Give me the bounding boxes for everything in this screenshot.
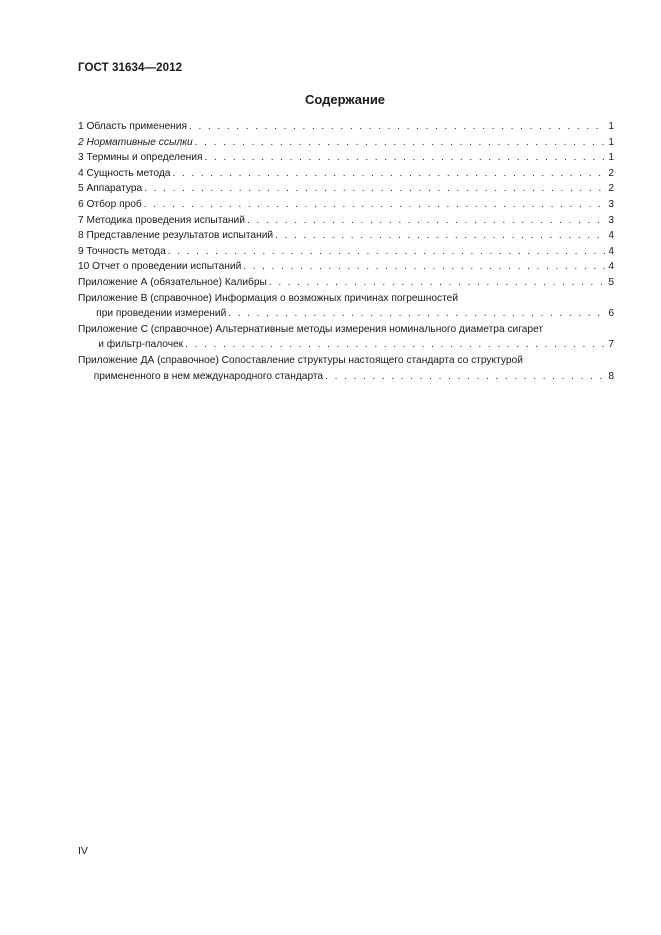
toc-leader-dots	[189, 119, 606, 135]
toc-entry-page: 3	[608, 198, 614, 210]
toc-entry-page: 4	[608, 261, 614, 273]
toc-leader-dots	[172, 166, 606, 182]
toc-entry-page: 6	[608, 308, 614, 320]
toc-leader-dots	[185, 337, 606, 353]
toc-leader-dots	[195, 135, 606, 151]
toc-leader-dots	[144, 181, 606, 197]
toc-entry-appendix-c[interactable]	[78, 322, 614, 353]
toc-entry-label-continuation: примененного в нем международного стандарта	[93, 370, 324, 382]
toc-entry-label: 10 Отчет о проведении испытаний	[78, 261, 242, 273]
toc-entry-page: 2	[608, 167, 614, 179]
toc-entry[interactable]	[78, 135, 614, 151]
toc-leader-dots	[275, 228, 606, 244]
toc-entry-page: 5	[608, 276, 614, 288]
toc-entry-label: 8 Представление результатов испытаний	[78, 230, 274, 242]
toc-entry[interactable]	[78, 197, 614, 213]
toc-entry-page: 2	[608, 183, 614, 195]
toc-entry-page: 8	[608, 370, 614, 382]
toc-entry-page: 1	[608, 152, 614, 164]
toc-entry[interactable]	[78, 166, 614, 182]
toc-leader-dots	[247, 213, 606, 229]
toc-entry-label: Приложение ДА (справочное) Сопоставление структуры настоящего стандарта со структурой	[78, 354, 523, 366]
toc-leader-dots	[269, 275, 606, 291]
toc-entry-label: 3 Термины и определения	[78, 152, 203, 164]
toc-entry-label: Приложение В (справочное) Информация о возможных причинах погрешностей	[78, 292, 459, 304]
toc-entry[interactable]	[78, 259, 614, 275]
toc-entry-page: 7	[608, 339, 614, 351]
toc-leader-dots	[228, 306, 606, 322]
toc-leader-dots	[168, 244, 606, 260]
toc-entry[interactable]	[78, 228, 614, 244]
toc-entry-label: Приложение А (обязательное) Калибры	[78, 276, 267, 288]
toc-entry[interactable]	[78, 150, 614, 166]
toc-entry-label: 1 Область применения	[78, 121, 187, 132]
toc-entry[interactable]	[78, 275, 614, 291]
toc-entry-label: Приложение С (справочное) Альтернативные методы измерения номинального диаметра сигарет	[78, 323, 544, 335]
toc-entry-label: 6 Отбор проб	[78, 198, 142, 210]
toc-entry-label-continuation: и фильтр-палочек	[98, 339, 184, 351]
toc-entry-appendix-da[interactable]	[78, 353, 614, 384]
toc-entry-label: 5 Аппаратура	[78, 183, 143, 195]
toc-entry-page: 4	[608, 245, 614, 257]
toc-entry-page: 4	[608, 230, 614, 242]
document-id: ГОСТ 31634—2012	[78, 62, 183, 74]
toc-entry[interactable]	[78, 213, 614, 229]
toc-entry[interactable]	[78, 244, 614, 260]
toc-entry-page: 3	[608, 214, 614, 226]
toc-entry-page: 1	[608, 136, 614, 148]
toc-entry[interactable]	[78, 181, 614, 197]
table-of-contents	[78, 119, 614, 384]
toc-entry-page: 1	[608, 121, 614, 132]
toc-entry-appendix-b[interactable]	[78, 291, 614, 322]
toc-entry[interactable]	[78, 119, 614, 135]
toc-entry-label: 2 Нормативные ссылки	[78, 136, 193, 148]
toc-entry-label: 9 Точность метода	[78, 245, 166, 257]
toc-leader-dots	[325, 369, 606, 385]
toc-heading: Содержание	[304, 92, 386, 107]
toc-entry-label: 4 Сущность метода	[78, 167, 171, 179]
toc-leader-dots	[204, 150, 606, 166]
toc-leader-dots	[144, 197, 606, 213]
toc-leader-dots	[243, 259, 606, 275]
toc-entry-label: 7 Методика проведения испытаний	[78, 214, 245, 226]
toc-entry-label-continuation: при проведении измерений	[96, 308, 227, 320]
page-number: IV	[78, 845, 88, 857]
